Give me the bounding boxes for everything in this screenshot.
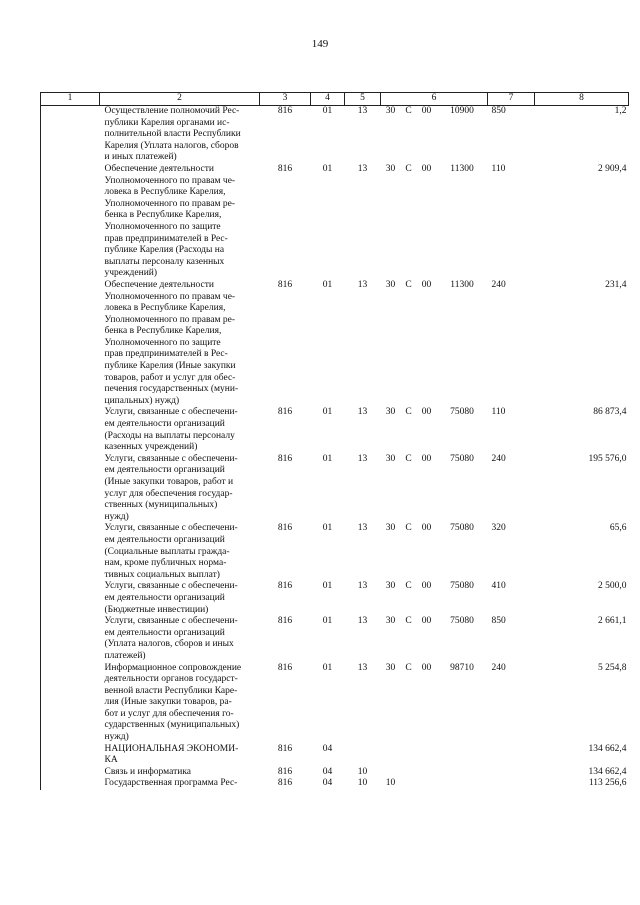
header-col-5: 5 (345, 93, 381, 106)
name-line: (Социальные выплаты гражда- (104, 546, 230, 557)
name-line: платежей) (104, 650, 146, 661)
table-row (41, 744, 629, 767)
cell-subprogram: С (405, 581, 412, 592)
cell-admin-code: 816 (277, 407, 293, 418)
cell-subsection: 13 (357, 279, 368, 290)
name-line: бот и услуг для обеспечения го- (104, 708, 234, 719)
cell-subprogram: С (405, 662, 412, 673)
table-row (41, 106, 629, 164)
name-line: ем деятельности организаций (104, 419, 225, 430)
cell-direction: 98710 (450, 662, 474, 673)
name-line: ем деятельности организаций (104, 627, 225, 638)
cell-index (41, 616, 100, 662)
cell-event: 00 (421, 163, 432, 174)
cell-program: 10 (385, 778, 396, 789)
cell-section: 01 (322, 279, 333, 290)
cell-section: 01 (322, 523, 333, 534)
cell-expense-type: 850 (491, 616, 506, 627)
table-row (41, 164, 629, 280)
cell-subsection: 13 (357, 523, 368, 534)
cell-admin-code: 816 (277, 581, 293, 592)
cell-admin-code: 816 (277, 743, 293, 754)
cell-direction: 75080 (450, 523, 474, 534)
name-line: публики Карелия органами ис- (104, 117, 230, 128)
name-line: бенка в Республике Карелия, (104, 210, 222, 221)
cell-index (41, 454, 100, 524)
cell-admin-code: 816 (277, 523, 293, 534)
cell-event (417, 778, 437, 790)
cell-subsection: 13 (357, 407, 368, 418)
name-line: ципальных) нужд) (104, 395, 180, 406)
name-line: КА (104, 755, 118, 766)
cell-direction: 75080 (450, 581, 474, 592)
name-line: услуг для обеспечения государ- (104, 488, 233, 499)
cell-subsection: 13 (357, 581, 368, 592)
cell-index (41, 523, 100, 581)
name-line: лия (Иные закупки товаров, ра- (104, 697, 232, 708)
name-line: казенных учреждений) (104, 442, 198, 453)
cell-subprogram (401, 767, 417, 779)
name-line: ловека в Республике Карелия, (104, 187, 226, 198)
cell-expense-type: 110 (491, 407, 506, 418)
name-line: деятельности органов государст- (104, 674, 238, 685)
table-row (41, 767, 629, 779)
cell-direction: 75080 (450, 407, 474, 418)
name-line: прав предпринимателей в Рес- (104, 349, 228, 360)
name-line: полнительной власти Республики (104, 129, 241, 140)
name-line: Уполномоченного по защите (104, 221, 221, 232)
cell-direction: 11300 (450, 279, 474, 290)
name-line: Уполномоченного по правам ре- (104, 198, 236, 209)
name-line: ем деятельности организаций (104, 592, 225, 603)
name-line: Услуги, связанные с обеспечени- (104, 453, 238, 464)
cell-event: 00 (421, 616, 432, 627)
name-line: ем деятельности организаций (104, 465, 225, 476)
cell-expense-type: 850 (491, 106, 506, 116)
cell-admin-code: 816 (277, 106, 293, 116)
cell-amount: 1,2 (614, 106, 627, 116)
header-col-2: 2 (100, 93, 260, 106)
cell-name (100, 744, 260, 767)
cell-index (41, 280, 100, 408)
cell-section: 01 (322, 662, 333, 673)
cell-index (41, 164, 100, 280)
cell-name (100, 164, 260, 280)
cell-name (100, 616, 260, 662)
cell-amount: 5 254,8 (598, 662, 627, 673)
cell-admin-code: 816 (277, 662, 293, 673)
cell-program (381, 767, 401, 779)
cell-name (100, 407, 260, 453)
cell-event: 00 (421, 453, 432, 464)
cell-expense-type: 410 (491, 581, 506, 592)
cell-program: 30 (385, 106, 396, 116)
cell-subsection: 13 (357, 616, 368, 627)
cell-section: 01 (322, 581, 333, 592)
cell-subprogram: С (405, 453, 412, 464)
cell-section: 04 (322, 766, 333, 777)
name-line: нужд) (104, 511, 129, 522)
name-line: Услуги, связанные с обеспечени- (104, 616, 238, 627)
name-line: учреждений) (104, 268, 158, 279)
cell-direction (437, 744, 488, 767)
name-line: Обеспечение деятельности (104, 279, 214, 290)
name-line: ловека в Республике Карелия, (104, 303, 226, 314)
name-line: тивных социальных выплат) (104, 569, 220, 580)
cell-admin-code: 816 (277, 778, 293, 789)
cell-amount: 2 500,0 (598, 581, 627, 592)
name-line: (Бюджетные инвестиции) (104, 604, 209, 615)
cell-amount: 65,6 (609, 523, 627, 534)
cell-event: 00 (421, 407, 432, 418)
cell-index (41, 744, 100, 767)
cell-index (41, 581, 100, 616)
header-col-6: 6 (381, 93, 488, 106)
cell-expense-type: 240 (491, 453, 506, 464)
cell-program: 30 (385, 453, 396, 464)
cell-expense-type: 240 (491, 662, 506, 673)
cell-event: 00 (421, 523, 432, 534)
cell-direction (437, 778, 488, 790)
cell-index (41, 767, 100, 779)
name-line: Осуществление полномочий Рес- (104, 106, 240, 116)
header-col-3: 3 (260, 93, 311, 106)
cell-section: 04 (322, 778, 333, 789)
cell-index (41, 106, 100, 164)
name-line: публике Карелия (Иные закупки (104, 361, 236, 372)
cell-name (100, 778, 260, 790)
table-row (41, 663, 629, 744)
name-line: (Иные закупки товаров, работ и (104, 477, 234, 487)
name-line: и иных платежей) (104, 152, 177, 163)
name-line: НАЦИОНАЛЬНАЯ ЭКОНОМИ- (104, 743, 239, 754)
name-line: бенка в Республике Карелия, (104, 326, 222, 337)
name-line: Информационное сопровождение (104, 662, 242, 673)
cell-amount: 231,4 (605, 279, 627, 290)
cell-admin-code: 816 (277, 616, 293, 627)
cell-amount: 113 256,6 (588, 778, 627, 789)
cell-program: 30 (385, 616, 396, 627)
cell-amount: 134 662,4 (588, 743, 627, 754)
name-line: нам, кроме публичных норма- (104, 558, 227, 569)
cell-expense-type (488, 767, 535, 779)
name-line: Уполномоченного по правам ре- (104, 314, 236, 325)
cell-event: 00 (421, 106, 432, 116)
header-col-1: 1 (41, 93, 100, 106)
cell-amount: 195 576,0 (588, 453, 627, 464)
cell-direction: 75080 (450, 453, 474, 464)
name-line: Уполномоченного по защите (104, 337, 221, 348)
cell-amount: 2 661,1 (598, 616, 627, 627)
name-line: печения государственных (муни- (104, 384, 239, 395)
cell-section: 04 (322, 743, 333, 754)
cell-admin-code: 816 (277, 279, 293, 290)
cell-program: 30 (385, 523, 396, 534)
page-number: 149 (311, 38, 329, 50)
table-row (41, 523, 629, 581)
cell-program (381, 744, 401, 767)
name-line: публике Карелия (Расходы на (104, 245, 225, 256)
cell-subsection: 13 (357, 163, 368, 174)
cell-subprogram: С (405, 616, 412, 627)
cell-direction (437, 767, 488, 779)
cell-program: 30 (385, 581, 396, 592)
name-line: Уполномоченного по правам че- (104, 175, 236, 186)
cell-subprogram: С (405, 279, 412, 290)
name-line: Услуги, связанные с обеспечени- (104, 523, 238, 534)
cell-index (41, 407, 100, 453)
name-line: Государственная программа Рес- (104, 778, 238, 789)
header-col-4: 4 (311, 93, 345, 106)
cell-event: 00 (421, 279, 432, 290)
name-line: Карелия (Уплата налогов, сборов (104, 140, 239, 151)
cell-admin-code: 816 (277, 766, 293, 777)
cell-event (417, 767, 437, 779)
cell-program: 30 (385, 163, 396, 174)
name-line: нужд) (104, 732, 129, 743)
cell-admin-code: 816 (277, 453, 293, 464)
cell-expense-type (488, 744, 535, 767)
cell-expense-type: 110 (491, 163, 506, 174)
header-col-8: 8 (535, 93, 629, 106)
cell-index (41, 663, 100, 744)
cell-subprogram: С (405, 106, 412, 116)
cell-section: 01 (322, 163, 333, 174)
name-line: ственных (муниципальных) (104, 500, 218, 511)
cell-name (100, 523, 260, 581)
table-row (41, 616, 629, 662)
cell-name (100, 106, 260, 164)
cell-event (417, 744, 437, 767)
cell-subprogram: С (405, 163, 412, 174)
cell-index (41, 778, 100, 790)
name-line: прав предпринимателей в Рес- (104, 233, 228, 244)
cell-expense-type: 320 (491, 523, 506, 534)
cell-name (100, 663, 260, 744)
cell-amount: 134 662,4 (588, 766, 627, 777)
name-line: товаров, работ и услуг для обес- (104, 372, 236, 383)
name-line: выплаты персоналу казенных (104, 256, 225, 267)
table-row (41, 280, 629, 408)
table-row (41, 581, 629, 616)
cell-event: 00 (421, 581, 432, 592)
budget-table (40, 92, 629, 790)
cell-expense-type: 240 (491, 279, 506, 290)
header-col-7: 7 (488, 93, 535, 106)
cell-subsection: 10 (357, 778, 368, 789)
cell-section: 01 (322, 407, 333, 418)
cell-section: 01 (322, 616, 333, 627)
table-body (41, 106, 629, 791)
cell-subprogram (401, 778, 417, 790)
cell-subsection: 13 (357, 106, 368, 116)
cell-name (100, 581, 260, 616)
name-line: Услуги, связанные с обеспечени- (104, 407, 238, 418)
cell-program: 30 (385, 662, 396, 673)
cell-program: 30 (385, 279, 396, 290)
cell-subsection: 10 (357, 766, 368, 777)
cell-section: 01 (322, 106, 333, 116)
cell-subsection: 13 (357, 453, 368, 464)
name-line: Услуги, связанные с обеспечени- (104, 581, 238, 592)
cell-subprogram: С (405, 523, 412, 534)
cell-direction: 75080 (450, 616, 474, 627)
cell-name (100, 767, 260, 779)
cell-amount: 86 873,4 (593, 407, 627, 418)
cell-subprogram (401, 744, 417, 767)
cell-direction: 11300 (450, 163, 474, 174)
cell-subprogram: С (405, 407, 412, 418)
cell-expense-type (488, 778, 535, 790)
table-header (41, 93, 629, 106)
cell-name (100, 280, 260, 408)
name-line: (Уплата налогов, сборов и иных (104, 639, 234, 650)
name-line: (Расходы на выплаты персоналу (104, 430, 235, 441)
cell-program: 30 (385, 407, 396, 418)
name-line: Связь и информатика (104, 766, 192, 777)
name-line: Уполномоченного по правам че- (104, 291, 236, 302)
name-line: венной власти Республики Каре- (104, 685, 238, 696)
cell-subsection: 13 (357, 662, 368, 673)
name-line: Обеспечение деятельности (104, 163, 214, 174)
cell-name (100, 454, 260, 524)
cell-direction: 10900 (450, 106, 474, 116)
cell-event: 00 (421, 662, 432, 673)
table-row (41, 454, 629, 524)
name-line: сударственных (муниципальных) (104, 720, 240, 731)
cell-section: 01 (322, 453, 333, 464)
table-row (41, 407, 629, 453)
cell-amount: 2 909,4 (598, 163, 627, 174)
cell-admin-code: 816 (277, 163, 293, 174)
cell-subsection (345, 744, 381, 767)
name-line: ем деятельности организаций (104, 534, 225, 545)
table-row (41, 778, 629, 790)
